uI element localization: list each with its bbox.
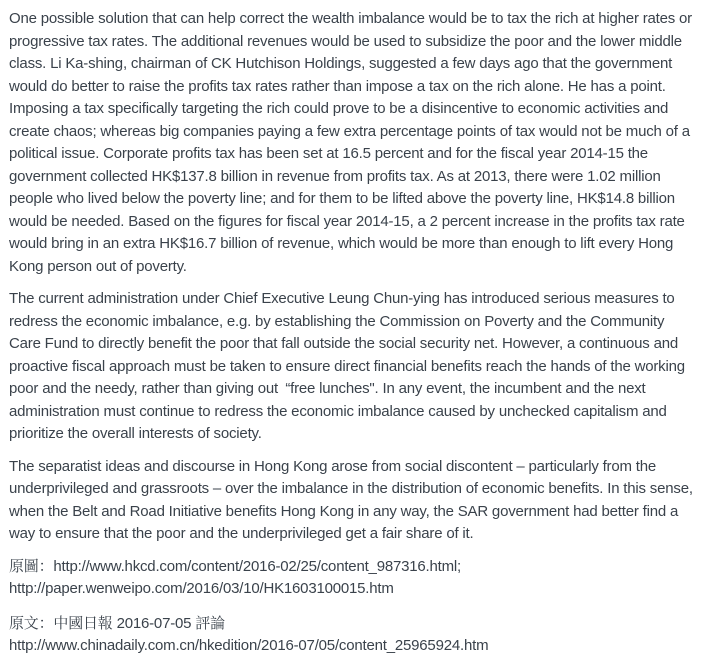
paragraph-separatist-ideas: The separatist ideas and discourse in Hong Kong arose from social discontent – particularly from the underprivileged and grassroots – over the imbalance in the distribution of economic benefits. In this sense, when the Belt and Road Initiative benefits Hong Kong in any way, the SAR government had better find a way to ensure that the poor and the underprivileged get a fair share of it. — [9, 457, 693, 542]
source-image-block — [9, 556, 693, 601]
source-text-reference: 原文：中國日報 2016-07-05 評論 — [9, 614, 225, 632]
paragraph-administration-measures: The current administration under Chief Executive Leung Chun-ying has introduced serious measures to redress the economic imbalance, e.g. by establishing the Commission on Poverty and the Community Care Fund to directly benefit the poor that fall outside the social security net. However, a continuous and proactive fiscal approach must be taken to ensure direct financial benefits reach the hands of the working poor and the needy, rather than giving out “free lunches". In any event, the incumbent and the next administration must continue to redress the economic imbalance caused by unchecked capitalism and prioritize the overall interests of society. — [9, 290, 685, 442]
source-image-url-hkcd: 原圖：http://www.hkcd.com/content/2016-02/25/content_987316.html; — [9, 557, 462, 575]
source-text-block — [9, 613, 693, 658]
source-image-url-wenweipo: http://paper.wenweipo.com/2016/03/10/HK1603100015.htm — [9, 580, 394, 597]
source-text-url-chinadaily: http://www.chinadaily.com.cn/hkedition/2016-07/05/content_25965924.htm — [9, 637, 489, 654]
paragraph-tax-solution: One possible solution that can help correct the wealth imbalance would be to tax the rich at higher rates or progressive tax rates. The additional revenues would be used to subsidize the poor and the lower middle class. Li Ka-shing, chairman of CK Hutchison Holdings, suggested a few days ago that the government would do better to raise the profits tax rates rather than impose a tax on the rich alone. He has a point. Imposing a tax specifically targeting the rich could prove to be a disincentive to economic activities and create chaos; whereas big companies paying a few extra percentage points of tax would not be much of a political issue. Corporate profits tax has been set at 16.5 percent and for the fiscal year 2014-15 the government collected HK$137.8 billion in revenue from profits tax. As at 2013, there were 1.02 million people who lived below the poverty line; and for them to be lifted above the poverty line, HK$14.8 billion would be needed. Based on the figures for fiscal year 2014-15, a 2 percent increase in the profits tax rate would bring in an extra HK$16.7 billion of revenue, which would be more than enough to lift every Hong Kong person out of poverty. — [9, 10, 692, 275]
